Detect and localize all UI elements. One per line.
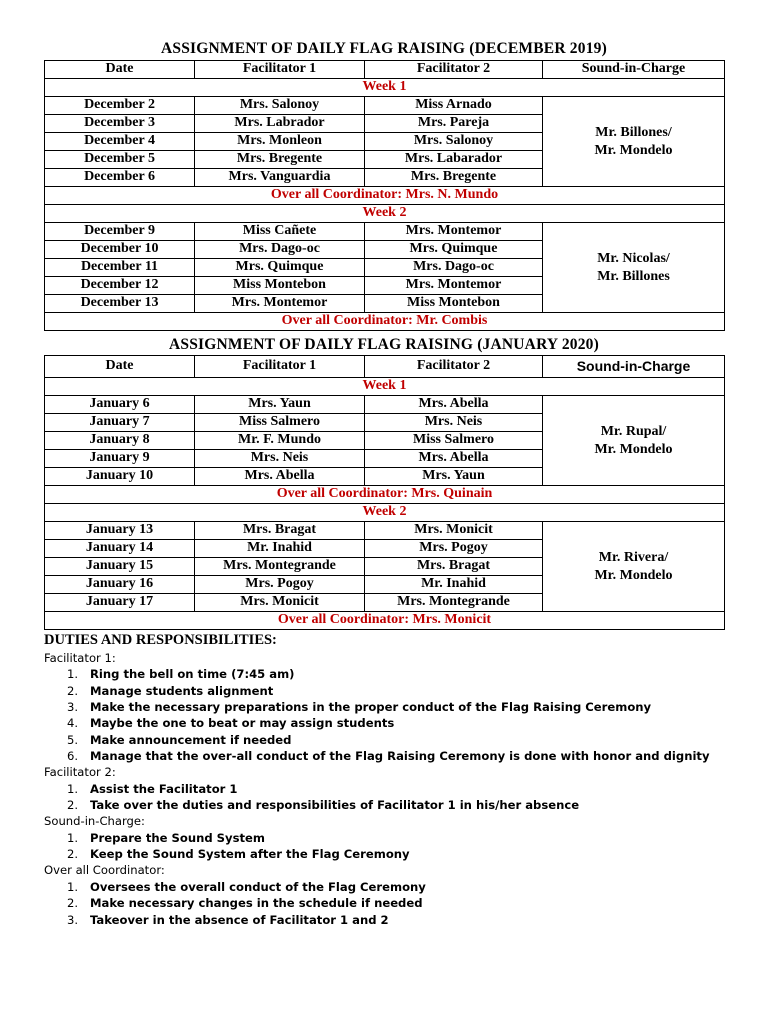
facilitator-2-cell: Mrs. Labarador [365, 151, 543, 169]
list-item: 4. Maybe the one to beat or may assign students [67, 716, 395, 731]
duty-text: Oversees the overall conduct of the Flag Ceremony [90, 879, 426, 894]
facilitator-2-cell: Mrs. Yaun [365, 468, 543, 486]
list-item: 1. Prepare the Sound System [67, 830, 265, 845]
header-facilitator-2: Facilitator 2 [365, 356, 543, 378]
list-item: 3. Make the necessary preparations in the proper conduct of the Flag Raising Ceremony [67, 700, 652, 715]
duty-text: Maybe the one to beat or may assign students [90, 716, 395, 731]
role-label: Facilitator 2: [44, 765, 116, 780]
duty-text: Keep the Sound System after the Flag Ceremony [90, 847, 410, 862]
date-cell: January 6 [45, 396, 195, 414]
role-label: Over all Coordinator: [44, 863, 165, 878]
facilitator-2-cell: Miss Montebon [365, 295, 543, 313]
duty-text: Manage students alignment [90, 683, 274, 698]
sound-line: Mr. Mondelo [594, 567, 673, 583]
facilitator-1-cell: Mrs. Quimque [195, 259, 365, 277]
duty-text: Prepare the Sound System [90, 830, 265, 845]
facilitator-2-cell: Miss Salmero [365, 432, 543, 450]
facilitator-1-cell: Mrs. Montegrande [195, 558, 365, 576]
facilitator-1-cell: Mrs. Yaun [195, 396, 365, 414]
sound-line: Mr. Rupal/ [600, 423, 667, 439]
date-cell: December 4 [45, 133, 195, 151]
facilitator-2-cell: Mrs. Bragat [365, 558, 543, 576]
list-item: 2. Make necessary changes in the schedule if needed [67, 896, 423, 911]
facilitator-2-cell: Mrs. Abella [365, 450, 543, 468]
date-cell: December 12 [45, 277, 195, 295]
week-label: Week 2 [45, 504, 725, 522]
facilitator-1-cell: Mrs. Pogoy [195, 576, 365, 594]
list-item: 1. Assist the Facilitator 1 [67, 781, 238, 796]
table-row [45, 396, 725, 414]
list-item: 3. Takeover in the absence of Facilitator 1 and 2 [67, 912, 389, 927]
overall-coordinator: Over all Coordinator: Mrs. Quinain [45, 486, 725, 504]
date-cell: December 6 [45, 169, 195, 187]
sound-in-charge-cell [543, 522, 725, 612]
facilitator-1-cell: Miss Cañete [195, 223, 365, 241]
date-cell: December 5 [45, 151, 195, 169]
date-cell: December 9 [45, 223, 195, 241]
facilitator-2-cell: Mrs. Pogoy [365, 540, 543, 558]
facilitator-1-cell: Mrs. Salonoy [195, 97, 365, 115]
duty-text: Make the necessary preparations in the proper conduct of the Flag Raising Ceremony [90, 700, 652, 715]
table-header-row [45, 356, 725, 378]
date-cell: January 13 [45, 522, 195, 540]
list-item: 2. Take over the duties and responsibilities of Facilitator 1 in his/her absence [67, 798, 580, 813]
facilitator-1-cell: Mrs. Abella [195, 468, 365, 486]
sound-line: Mr. Mondelo [594, 441, 673, 457]
december-schedule-table [44, 60, 725, 331]
duty-text: Make announcement if needed [90, 732, 292, 747]
sound-line: Mr. Billones [597, 268, 670, 284]
duty-text: Ring the bell on time (7:45 am) [90, 667, 295, 682]
sound-in-charge-cell [543, 223, 725, 313]
overall-coordinator: Over all Coordinator: Mr. Combis [45, 313, 725, 331]
header-date: Date [45, 61, 195, 79]
header-facilitator-1: Facilitator 1 [195, 61, 365, 79]
duties-section [44, 631, 744, 928]
facilitator-1-cell: Mrs. Dago-oc [195, 241, 365, 259]
date-cell: January 15 [45, 558, 195, 576]
facilitator-1-cell: Mrs. Monleon [195, 133, 365, 151]
header-date: Date [45, 356, 195, 378]
date-cell: January 16 [45, 576, 195, 594]
facilitator-2-cell: Mrs. Montegrande [365, 594, 543, 612]
duty-text: Assist the Facilitator 1 [90, 781, 238, 796]
duty-text: Manage that the over-all conduct of the Flag Raising Ceremony is done with honor and dignity [90, 749, 710, 764]
sound-in-charge-cell [543, 97, 725, 187]
list-item: 1. Oversees the overall conduct of the Flag Ceremony [67, 879, 426, 894]
facilitator-1-cell: Mrs. Bregente [195, 151, 365, 169]
facilitator-2-cell: Mrs. Bregente [365, 169, 543, 187]
facilitator-1-cell: Mrs. Monicit [195, 594, 365, 612]
week-label: Week 1 [45, 79, 725, 97]
facilitator-2-cell: Mrs. Abella [365, 396, 543, 414]
week-label: Week 2 [45, 205, 725, 223]
january-title: ASSIGNMENT OF DAILY FLAG RAISING (JANUARY 2020) [169, 336, 599, 353]
facilitator-1-cell: Mr. F. Mundo [195, 432, 365, 450]
list-item: 2. Manage students alignment [67, 683, 274, 698]
sound-in-charge-cell [543, 396, 725, 486]
date-cell: December 3 [45, 115, 195, 133]
date-cell: January 7 [45, 414, 195, 432]
header-facilitator-1: Facilitator 1 [195, 356, 365, 378]
week-label: Week 1 [45, 378, 725, 396]
facilitator-2-cell: Mrs. Quimque [365, 241, 543, 259]
duties-heading: DUTIES AND RESPONSIBILITIES: [44, 632, 277, 648]
facilitator-2-cell: Mrs. Montemor [365, 223, 543, 241]
facilitator-2-cell: Mrs. Salonoy [365, 133, 543, 151]
table-row [45, 223, 725, 241]
january-schedule-table [44, 355, 725, 630]
duty-text: Takeover in the absence of Facilitator 1 and 2 [90, 912, 389, 927]
list-item: 2. Keep the Sound System after the Flag Ceremony [67, 847, 410, 862]
overall-coordinator: Over all Coordinator: Mrs. N. Mundo [45, 187, 725, 205]
date-cell: December 10 [45, 241, 195, 259]
role-label: Facilitator 1: [44, 651, 116, 665]
header-sound-in-charge: Sound-in-Charge [543, 61, 725, 79]
facilitator-2-cell: Mrs. Dago-oc [365, 259, 543, 277]
december-title: ASSIGNMENT OF DAILY FLAG RAISING (DECEMBER 2019) [161, 40, 607, 57]
facilitator-2-cell: Mrs. Montemor [365, 277, 543, 295]
facilitator-1-cell: Miss Montebon [195, 277, 365, 295]
facilitator-2-cell: Miss Arnado [365, 97, 543, 115]
sound-line: Mr. Mondelo [594, 142, 673, 158]
table-row [45, 522, 725, 540]
date-cell: January 10 [45, 468, 195, 486]
date-cell: December 2 [45, 97, 195, 115]
header-facilitator-2: Facilitator 2 [365, 61, 543, 79]
date-cell: January 9 [45, 450, 195, 468]
date-cell: January 17 [45, 594, 195, 612]
facilitator-1-cell: Mrs. Labrador [195, 115, 365, 133]
facilitator-1-cell: Mrs. Neis [195, 450, 365, 468]
sound-line: Mr. Nicolas/ [597, 250, 670, 266]
list-item: 6. Manage that the over-all conduct of the Flag Raising Ceremony is done with honor and dignity [67, 749, 710, 764]
facilitator-1-cell: Mrs. Vanguardia [195, 169, 365, 187]
facilitator-2-cell: Mrs. Pareja [365, 115, 543, 133]
facilitator-1-cell: Mrs. Bragat [195, 522, 365, 540]
sound-line: Mr. Billones/ [595, 124, 672, 140]
sound-line: Mr. Rivera/ [598, 549, 669, 565]
duty-text: Take over the duties and responsibilities of Facilitator 1 in his/her absence [90, 798, 580, 813]
role-label: Sound-in-Charge: [44, 814, 145, 829]
table-header-row [45, 61, 725, 79]
overall-coordinator: Over all Coordinator: Mrs. Monicit [45, 612, 725, 630]
facilitator-1-cell: Miss Salmero [195, 414, 365, 432]
date-cell: December 13 [45, 295, 195, 313]
facilitator-1-cell: Mr. Inahid [195, 540, 365, 558]
date-cell: January 8 [45, 432, 195, 450]
date-cell: December 11 [45, 259, 195, 277]
facilitator-2-cell: Mr. Inahid [365, 576, 543, 594]
table-row [45, 97, 725, 115]
list-item: 5. Make announcement if needed [67, 732, 292, 747]
facilitator-1-cell: Mrs. Montemor [195, 295, 365, 313]
facilitator-2-cell: Mrs. Neis [365, 414, 543, 432]
facilitator-2-cell: Mrs. Monicit [365, 522, 543, 540]
date-cell: January 14 [45, 540, 195, 558]
header-sound-in-charge: Sound-in-Charge [543, 356, 725, 378]
list-item: 1. Ring the bell on time (7:45 am) [67, 667, 295, 682]
duty-text: Make necessary changes in the schedule if needed [90, 896, 423, 911]
